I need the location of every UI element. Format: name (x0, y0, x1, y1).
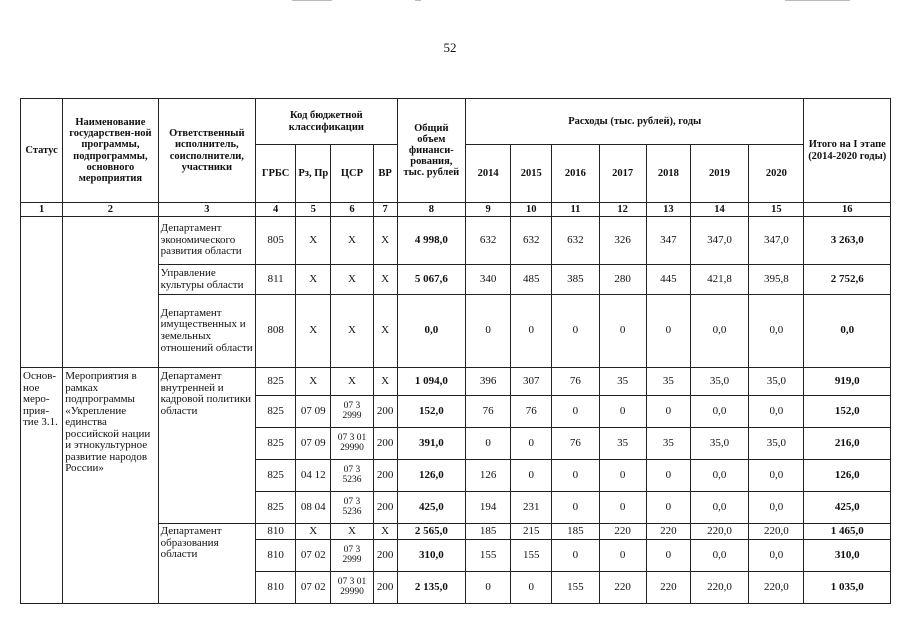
year-cell: 0 (552, 396, 599, 428)
grbs-cell: 825 (256, 368, 296, 396)
col-number: 7 (373, 203, 397, 217)
total-cell: 126,0 (397, 460, 465, 492)
year-cell: 0,0 (749, 295, 804, 368)
col-number: 12 (599, 203, 646, 217)
header-stage-total: Итого на I этапе (2014-2020 годы) (804, 99, 891, 203)
rz-cell: 07 02 (296, 572, 331, 604)
header-year: 2020 (749, 145, 804, 203)
year-cell: 445 (646, 265, 690, 295)
csr-cell: Х (331, 295, 373, 368)
grbs-cell: 810 (256, 524, 296, 540)
col-number: 2 (63, 203, 158, 217)
grbs-cell: 825 (256, 428, 296, 460)
stage-total-cell: 0,0 (804, 295, 891, 368)
header-grbs: ГРБС (256, 145, 296, 203)
year-cell: 0 (599, 492, 646, 524)
rz-cell: 04 12 (296, 460, 331, 492)
header-status: Статус (21, 99, 63, 203)
year-cell: 35 (599, 368, 646, 396)
stage-total-cell: 126,0 (804, 460, 891, 492)
year-cell: 326 (599, 217, 646, 265)
executor-cell: Департамент внутренней и кадровой политики области (158, 368, 255, 524)
csr-cell: Х (331, 524, 373, 540)
year-cell: 220,0 (749, 572, 804, 604)
year-cell: 0,0 (690, 396, 748, 428)
vr-cell: Х (373, 265, 397, 295)
col-number: 1 (21, 203, 63, 217)
year-cell: 35 (646, 428, 690, 460)
year-cell: 0 (552, 460, 599, 492)
year-cell: 35 (599, 428, 646, 460)
year-cell: 0 (646, 396, 690, 428)
total-cell: 391,0 (397, 428, 465, 460)
rz-cell: 08 04 (296, 492, 331, 524)
header-executor: Ответственный исполнитель, соисполнители, участники (158, 99, 255, 203)
year-cell: 0 (511, 428, 552, 460)
year-cell: 76 (511, 396, 552, 428)
year-cell: 0 (465, 428, 510, 460)
csr-cell: 07 3 5236 (331, 492, 373, 524)
rz-cell: Х (296, 217, 331, 265)
header-vr: ВР (373, 145, 397, 203)
year-cell: 76 (552, 428, 599, 460)
stage-total-cell: 1 465,0 (804, 524, 891, 540)
header-budget-code: Код бюджетной классификации (256, 99, 398, 145)
year-cell: 0,0 (690, 460, 748, 492)
col-number: 9 (465, 203, 510, 217)
year-cell: 0 (511, 572, 552, 604)
csr-cell: 07 3 2999 (331, 540, 373, 572)
year-cell: 35,0 (749, 368, 804, 396)
stage-total-cell: 425,0 (804, 492, 891, 524)
year-cell: 35 (646, 368, 690, 396)
rz-cell: 07 09 (296, 396, 331, 428)
col-number: 8 (397, 203, 465, 217)
header-year: 2019 (690, 145, 748, 203)
year-cell: 76 (552, 368, 599, 396)
year-cell: 0 (552, 540, 599, 572)
year-cell: 0,0 (749, 492, 804, 524)
vr-cell: Х (373, 524, 397, 540)
header-year: 2016 (552, 145, 599, 203)
year-cell: 35,0 (690, 428, 748, 460)
csr-cell: Х (331, 217, 373, 265)
grbs-cell: 825 (256, 492, 296, 524)
csr-cell: 07 3 01 29990 (331, 428, 373, 460)
vr-cell: Х (373, 217, 397, 265)
total-cell: 0,0 (397, 295, 465, 368)
header-year: 2017 (599, 145, 646, 203)
year-cell: 0,0 (690, 540, 748, 572)
vr-cell: 200 (373, 540, 397, 572)
rz-cell: 07 02 (296, 540, 331, 572)
total-cell: 1 094,0 (397, 368, 465, 396)
grbs-cell: 810 (256, 540, 296, 572)
header-csr: ЦСР (331, 145, 373, 203)
year-cell: 0 (646, 460, 690, 492)
header-expenses: Расходы (тыс. рублей), годы (465, 99, 804, 145)
year-cell: 220 (646, 572, 690, 604)
col-number: 10 (511, 203, 552, 217)
year-cell: 0 (599, 295, 646, 368)
total-cell: 310,0 (397, 540, 465, 572)
grbs-cell: 810 (256, 572, 296, 604)
csr-cell: 07 3 2999 (331, 396, 373, 428)
executor-cell: Департамент экономического развития области (158, 217, 255, 265)
year-cell: 220 (599, 572, 646, 604)
col-number: 6 (331, 203, 373, 217)
year-cell: 0 (552, 295, 599, 368)
stage-total-cell: 2 752,6 (804, 265, 891, 295)
year-cell: 0,0 (749, 460, 804, 492)
year-cell: 76 (465, 396, 510, 428)
empty-status-cell (21, 217, 63, 368)
vr-cell: Х (373, 295, 397, 368)
year-cell: 632 (552, 217, 599, 265)
rz-cell: 07 09 (296, 428, 331, 460)
vr-cell: 200 (373, 572, 397, 604)
stage-total-cell: 216,0 (804, 428, 891, 460)
table-row (21, 217, 891, 265)
budget-table (20, 98, 891, 604)
stage-total-cell: 3 263,0 (804, 217, 891, 265)
year-cell: 0 (646, 492, 690, 524)
col-number: 16 (804, 203, 891, 217)
executor-cell: Управление культуры области (158, 265, 255, 295)
vr-cell: 200 (373, 396, 397, 428)
year-cell: 0,0 (749, 396, 804, 428)
csr-cell: 07 3 01 29990 (331, 572, 373, 604)
grbs-cell: 805 (256, 217, 296, 265)
col-number: 15 (749, 203, 804, 217)
year-cell: 0 (465, 295, 510, 368)
vr-cell: 200 (373, 492, 397, 524)
total-cell: 2 565,0 (397, 524, 465, 540)
scan-mark (415, 0, 421, 1)
rz-cell: Х (296, 265, 331, 295)
csr-cell: Х (331, 265, 373, 295)
scan-mark (292, 0, 332, 1)
year-cell: 35,0 (690, 368, 748, 396)
table-row (21, 368, 891, 396)
year-cell: 396 (465, 368, 510, 396)
year-cell: 485 (511, 265, 552, 295)
col-number: 4 (256, 203, 296, 217)
year-cell: 126 (465, 460, 510, 492)
year-cell: 220 (599, 524, 646, 540)
grbs-cell: 808 (256, 295, 296, 368)
year-cell: 0 (646, 540, 690, 572)
year-cell: 347 (646, 217, 690, 265)
year-cell: 155 (552, 572, 599, 604)
year-cell: 220,0 (690, 572, 748, 604)
vr-cell: 200 (373, 428, 397, 460)
empty-program-cell (63, 217, 158, 368)
year-cell: 185 (465, 524, 510, 540)
year-cell: 0,0 (690, 295, 748, 368)
year-cell: 632 (465, 217, 510, 265)
stage-total-cell: 919,0 (804, 368, 891, 396)
grbs-cell: 811 (256, 265, 296, 295)
rz-cell: Х (296, 368, 331, 396)
year-cell: 194 (465, 492, 510, 524)
header-year: 2015 (511, 145, 552, 203)
total-cell: 5 067,6 (397, 265, 465, 295)
year-cell: 0,0 (690, 492, 748, 524)
year-cell: 0 (511, 460, 552, 492)
year-cell: 347,0 (690, 217, 748, 265)
column-numbers-row (21, 203, 891, 217)
year-cell: 421,8 (690, 265, 748, 295)
year-cell: 340 (465, 265, 510, 295)
year-cell: 307 (511, 368, 552, 396)
csr-cell: 07 3 5236 (331, 460, 373, 492)
status-cell: Основ-ное меро-прия-тие 3.1. (21, 368, 63, 604)
page-number: 52 (443, 40, 457, 55)
header-program-name: Наименование государствен-ной программы, подпрограммы, основного мероприятия (63, 99, 158, 203)
year-cell: 0 (552, 492, 599, 524)
vr-cell: 200 (373, 460, 397, 492)
col-number: 11 (552, 203, 599, 217)
total-cell: 425,0 (397, 492, 465, 524)
year-cell: 0 (599, 396, 646, 428)
header-year: 2018 (646, 145, 690, 203)
stage-total-cell: 152,0 (804, 396, 891, 428)
year-cell: 0 (465, 572, 510, 604)
header-total-financing: Общий объем финанси-рования, тыс. рублей (397, 99, 465, 203)
total-cell: 4 998,0 (397, 217, 465, 265)
year-cell: 220,0 (690, 524, 748, 540)
year-cell: 215 (511, 524, 552, 540)
col-number: 14 (690, 203, 748, 217)
vr-cell: Х (373, 368, 397, 396)
year-cell: 35,0 (749, 428, 804, 460)
col-number: 13 (646, 203, 690, 217)
year-cell: 220 (646, 524, 690, 540)
year-cell: 0 (599, 540, 646, 572)
executor-cell: Департамент образования области (158, 524, 255, 604)
program-cell: Мероприятия в рамках подпрограммы «Укрепление единства российской нации и этнокультурное развитие народов России» (63, 368, 158, 604)
year-cell: 280 (599, 265, 646, 295)
year-cell: 0,0 (749, 540, 804, 572)
executor-cell: Департамент имущественных и земельных отношений области (158, 295, 255, 368)
header-rz-pr: Рз, Пр (296, 145, 331, 203)
rz-cell: Х (296, 524, 331, 540)
total-cell: 152,0 (397, 396, 465, 428)
year-cell: 0 (599, 460, 646, 492)
header-year: 2014 (465, 145, 510, 203)
year-cell: 155 (511, 540, 552, 572)
year-cell: 231 (511, 492, 552, 524)
csr-cell: Х (331, 368, 373, 396)
year-cell: 220,0 (749, 524, 804, 540)
stage-total-cell: 310,0 (804, 540, 891, 572)
year-cell: 385 (552, 265, 599, 295)
year-cell: 0 (511, 295, 552, 368)
year-cell: 155 (465, 540, 510, 572)
grbs-cell: 825 (256, 396, 296, 428)
scan-mark (785, 0, 850, 1)
col-number: 5 (296, 203, 331, 217)
year-cell: 0 (646, 295, 690, 368)
total-cell: 2 135,0 (397, 572, 465, 604)
grbs-cell: 825 (256, 460, 296, 492)
year-cell: 347,0 (749, 217, 804, 265)
year-cell: 395,8 (749, 265, 804, 295)
year-cell: 632 (511, 217, 552, 265)
col-number: 3 (158, 203, 255, 217)
header-row-1 (21, 99, 891, 145)
rz-cell: Х (296, 295, 331, 368)
stage-total-cell: 1 035,0 (804, 572, 891, 604)
year-cell: 185 (552, 524, 599, 540)
